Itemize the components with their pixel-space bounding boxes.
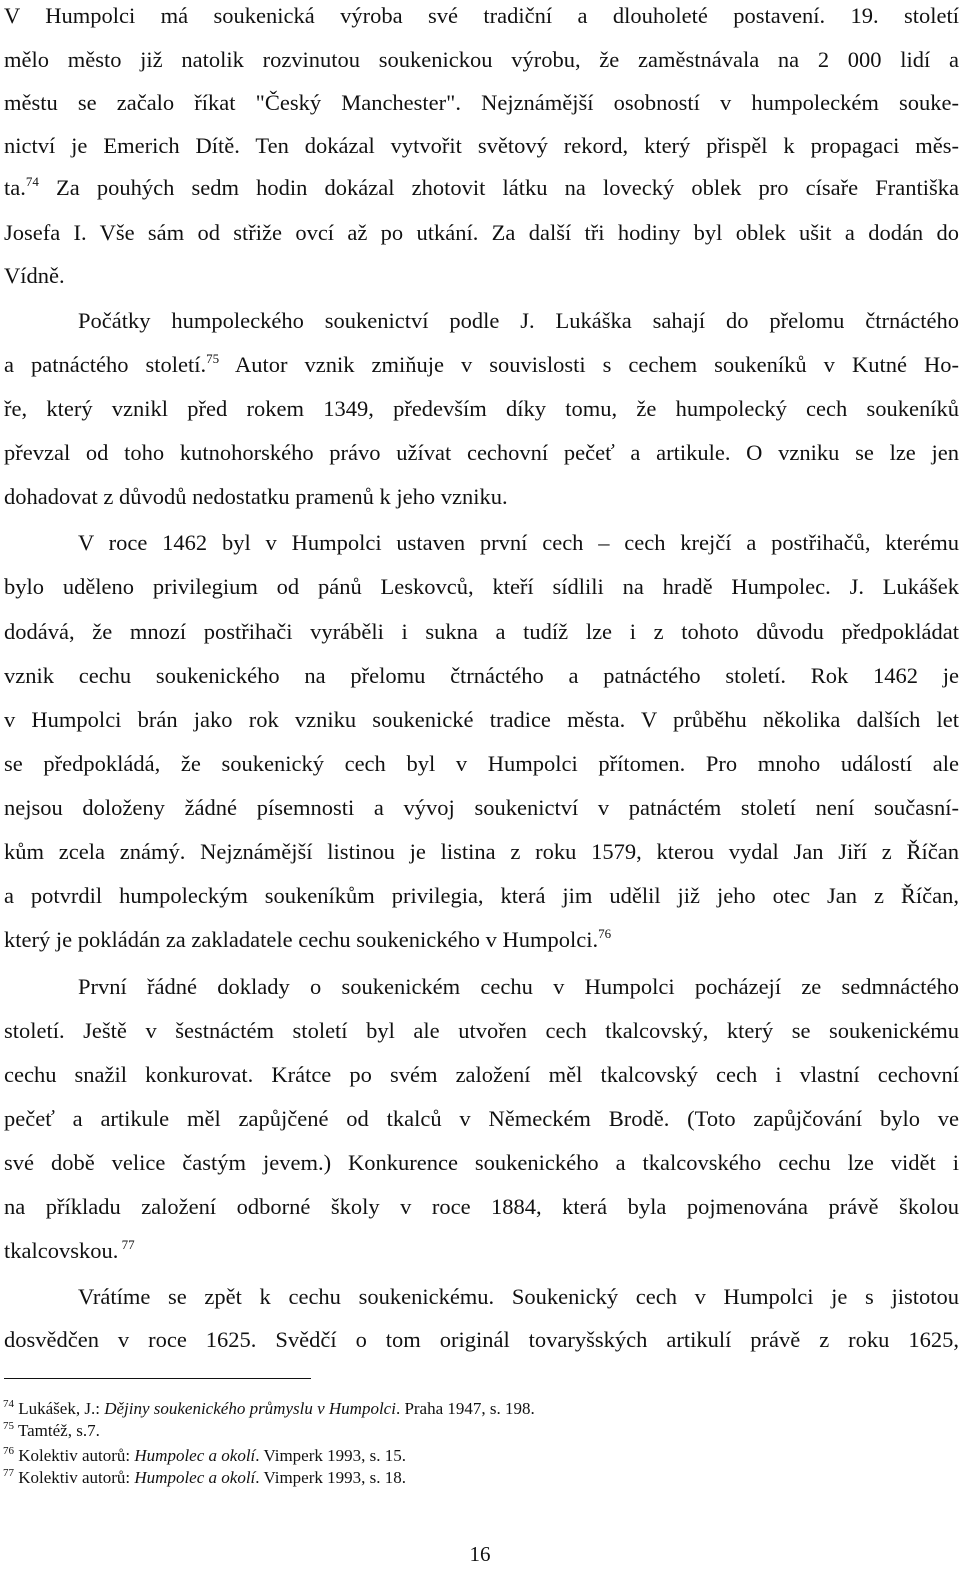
footnote-title: Humpolec a okolí <box>134 1468 256 1487</box>
page-number: 16 <box>469 1542 491 1566</box>
footnote: $^{75}$ Tamtéž, s.7. <box>3 1420 100 1440</box>
text-line: městu se začalo říkat "Český Manchester". Nejznámější osobností v humpoleckém souke- <box>4 90 959 115</box>
text-line: ta.$^{74}$ Za pouhých sedm hodin dokázal zhotovit látku na lovecký oblek pro císaře Františka <box>4 174 959 200</box>
footnote: $^{76}$ Kolektiv autorů: Humpolec a okolí. Vimperk 1993, s. 15. <box>3 1445 406 1465</box>
text-line: cechu snažil konkurovat. Krátce po svém založení měl tkalcovský cech i vlastní cechovní <box>4 1062 959 1087</box>
footnote-title: Humpolec a okolí <box>134 1446 256 1465</box>
text-line: a potvrdil humpoleckým soukeníkům privilegia, která jim udělil již jeho otec Jan z Říčan, <box>4 883 959 908</box>
text-line: své době velice častým jevem.) Konkurence soukenického a tkalcovského cechu lze vidět i <box>4 1150 959 1175</box>
text-line: Vrátíme se zpět k cechu soukenickému. Soukenický cech v Humpolci je s jistotou <box>78 1284 959 1309</box>
text-line: bylo uděleno privilegium od pánů Leskovců, kteří sídlili na hradě Humpolec. J. Lukášek <box>4 574 959 599</box>
footnote-separator <box>4 1378 311 1379</box>
footnote: $^{74}$ Lukášek, J.: Dějiny soukenického průmyslu v Humpolci. Praha 1947, s. 198. <box>3 1398 535 1418</box>
text-line: který je pokládán za zakladatele cechu soukenického v Humpolci.$^{76}$ <box>4 926 612 952</box>
text-line: nictví je Emerich Dítě. Ten dokázal vytvořit světový rekord, který přispěl k propagaci měs- <box>4 133 959 158</box>
text-line: kům zcela známý. Nejznámější listinou je listina z roku 1579, kterou vydal Jan Jiří z Říčan <box>4 839 959 864</box>
text-line: převzal od toho kutnohorského právo užívat cechovní pečeť a artikule. O vzniku se lze jen <box>4 440 959 465</box>
text-line: století. Ještě v šestnáctém století byl ale utvořen cech tkalcovský, který se soukenickému <box>4 1018 959 1043</box>
text-line: vznik cechu soukenického na přelomu čtrnáctého a patnáctého století. Rok 1462 je <box>4 663 959 688</box>
text-line: V roce 1462 byl v Humpolci ustaven první cech – cech krejčí a postřihačů, kterému <box>78 530 959 555</box>
text-line: Josefa I. Vše sám od střiže ovcí až po utkání. Za další tři hodiny byl oblek ušit a dodán do <box>4 220 959 245</box>
footnote-ref: 76 <box>598 926 612 941</box>
footnote: $^{77}$ Kolektiv autorů: Humpolec a okolí. Vimperk 1993, s. 18. <box>3 1467 406 1487</box>
text-line: se předpokládá, že soukenický cech byl v Humpolci přítomen. Pro mnoho událostí ale <box>4 751 959 776</box>
text-line: nejsou doloženy žádné písemnosti a vývoj soukenictví v patnáctém století není současní- <box>4 795 959 820</box>
text-line: Vídně. <box>4 263 65 288</box>
text-line: V Humpolci má soukenická výroba své tradiční a dlouholeté postavení. 19. století <box>4 3 959 28</box>
text-line: dodává, že mnozí postřihači vyráběli i sukna a tudíž lze i z tohoto důvodu předpokládat <box>4 619 959 644</box>
text-line: mělo město již natolik rozvinutou soukenickou výrobu, že zaměstnávala na 2 000 lidí a <box>4 47 959 72</box>
text-line: pečeť a artikule měl zapůjčené od tkalců v Německém Brodě. (Toto zapůjčování bylo ve <box>4 1106 959 1131</box>
text-line: a patnáctého století.$^{75}$ Autor vznik zmiňuje v souvislosti s cechem soukeníků v Kutné Ho- <box>4 351 959 377</box>
text-line: ře, který vznikl před rokem 1349, především díky tomu, že humpolecký cech soukeníků <box>4 396 959 421</box>
text-line: dosvědčen v roce 1625. Svědčí o tom originál tovaryšských artikulí právě z roku 1625, <box>4 1327 959 1352</box>
text-line: tkalcovskou. $^{77}$ <box>4 1237 135 1263</box>
text-line: Počátky humpoleckého soukenictví podle J. Lukáška sahají do přelomu čtrnáctého <box>78 308 959 333</box>
text-line: dohadovat z důvodů nedostatku pramenů k jeho vzniku. <box>4 484 508 509</box>
footnote-ref: 74 <box>25 174 39 189</box>
text-line: v Humpolci brán jako rok vzniku soukenické tradice města. V průběhu několika dalších let <box>4 707 959 732</box>
footnote-ref: 75 <box>206 351 220 366</box>
text-line: na příkladu založení odborné školy v roce 1884, která byla pojmenována právě školou <box>4 1194 959 1219</box>
footnote-title: Dějiny soukenického průmyslu v Humpolci <box>104 1399 396 1418</box>
footnote-ref: 77 <box>118 1237 135 1252</box>
text-line: První řádné doklady o soukenickém cechu v Humpolci pocházejí ze sedmnáctého <box>78 974 959 999</box>
